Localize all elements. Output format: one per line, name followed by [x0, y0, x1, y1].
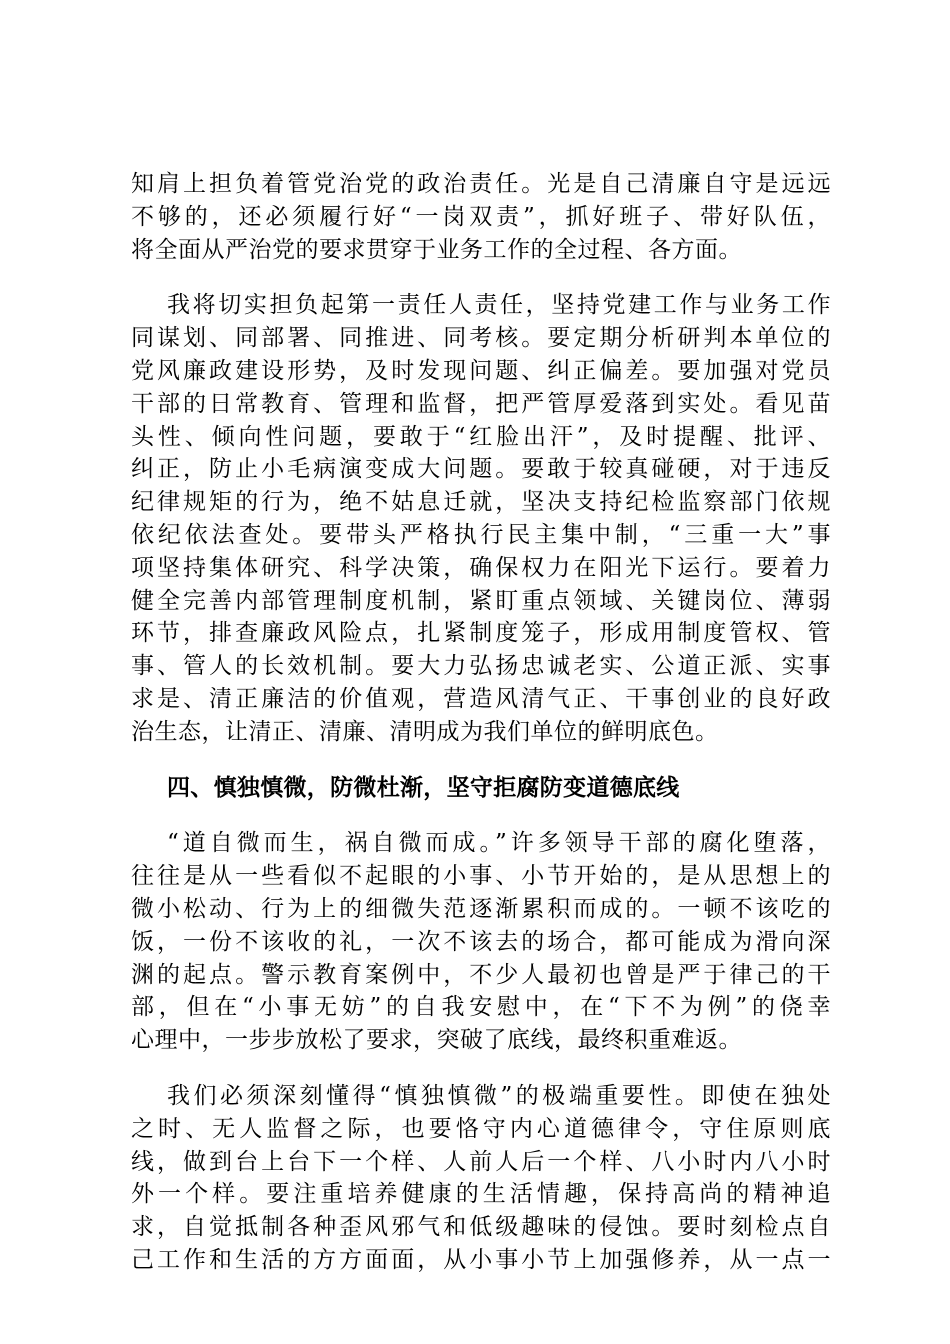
text-line: 干部的日常教育、管理和监督，把严管厚爱落到实处。看见苗 — [131, 390, 831, 417]
text-line: 党风廉政建设形势，及时发现问题、纠正偏差。要加强对党员 — [131, 357, 831, 384]
text-line: 健全完善内部管理制度机制，紧盯重点领域、关键岗位、薄弱 — [131, 587, 831, 614]
text-line: 求，自觉抵制各种歪风邪气和低级趣味的侵蚀。要时刻检点自 — [131, 1214, 831, 1241]
text-line: 将全面从严治党的要求贯穿于业务工作的全过程、各方面。 — [131, 236, 742, 263]
paragraph-1 — [131, 168, 831, 266]
paragraph-3 — [131, 827, 831, 1057]
text-line: 知肩上担负着管党治党的政治责任。光是自己清廉自守是远远 — [131, 171, 831, 197]
text-line: 渊的起点。警示教育案例中，不少人最初也曾是严于律己的干 — [131, 961, 831, 988]
text-line: 往往是从一些看似不起眼的小事、小节开始的，是从思想上的 — [131, 863, 831, 890]
text-line: 之时、无人监督之际，也要恪守内心道德律令，守住原则底 — [131, 1115, 831, 1142]
text-line: 纠正，防止小毛病演变成大问题。要敢于较真碰硬，对于违反 — [131, 456, 831, 483]
text-line: 依纪依法查处。要带头严格执行民主集中制，“三重一大”事 — [131, 521, 831, 548]
text-line: 线，做到台上台下一个样、人前人后一个样、八小时内八小时 — [131, 1148, 831, 1175]
text-line: 环节，排查廉政风险点，扎紧制度笼子，形成用制度管权、管 — [131, 620, 831, 647]
text-line: 同谋划、同部署、同推进、同考核。要定期分析研判本单位的 — [131, 325, 831, 352]
paragraph-2 — [131, 289, 831, 748]
text-line: 己工作和生活的方方面面，从小事小节上加强修养，从一点一 — [131, 1246, 831, 1273]
text-line: 不够的，还必须履行好“一岗双责”，抓好班子、带好队伍， — [131, 203, 831, 230]
text-line: 头性、倾向性问题，要敢于“红脸出汗”，及时提醒、批评、 — [131, 423, 831, 450]
text-line: 事、管人的长效机制。要大力弘扬忠诚老实、公道正派、实事 — [131, 653, 831, 680]
text-line: 治生态，让清正、清廉、清明成为我们单位的鲜明底色。 — [131, 718, 719, 745]
text-line: 微小松动、行为上的细微失范逐渐累积而成的。一顿不该吃的 — [131, 895, 831, 922]
text-line: “道自微而生，祸自微而成。”许多领导干部的腐化堕落， — [167, 830, 831, 857]
section-heading-text: 四、慎独慎微，防微杜渐，坚守拒腐防变道德底线 — [167, 773, 680, 801]
text-line: 我们必须深刻懂得“慎独慎微”的极端重要性。即使在独处 — [167, 1082, 831, 1109]
text-line: 求是、清正廉洁的价值观，营造风清气正、干事创业的良好政 — [131, 685, 831, 712]
document-page — [131, 168, 831, 1300]
text-line: 心理中，一步步放松了要求，突破了底线，最终积重难返。 — [131, 1027, 742, 1054]
text-line: 纪律规矩的行为，绝不姑息迁就，坚决支持纪检监察部门依规 — [131, 489, 831, 516]
text-line: 外一个样。要注重培养健康的生活情趣，保持高尚的精神追 — [131, 1181, 831, 1208]
paragraph-4 — [131, 1080, 831, 1277]
text-line: 项坚持集体研究、科学决策，确保权力在阳光下运行。要着力 — [131, 554, 831, 581]
text-line: 饭，一份不该收的礼，一次不该去的场合，都可能成为滑向深 — [131, 928, 831, 955]
text-line: 我将切实担负起第一责任人责任，坚持党建工作与业务工作 — [167, 292, 831, 319]
section-heading — [131, 772, 831, 805]
text-line: 部，但在“小事无妨”的自我安慰中，在“下不为例”的侥幸 — [131, 994, 831, 1021]
